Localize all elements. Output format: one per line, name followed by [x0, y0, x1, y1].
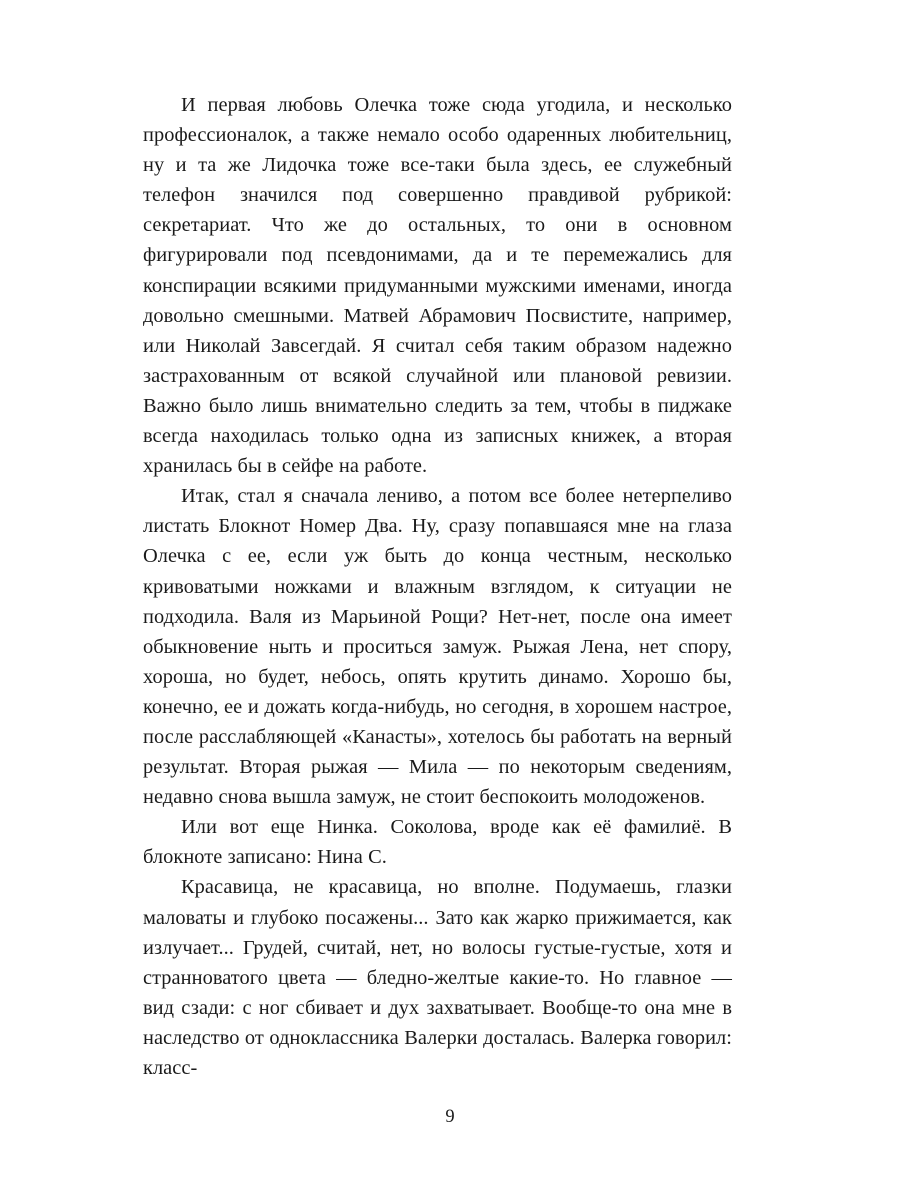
page-text-block — [143, 90, 732, 1083]
paragraph: И первая любовь Олечка тоже сюда угодила, и несколько профессионалок, а также немало особо одаренных любительниц, ну и та же Лидочка тоже все-таки была здесь, ее служебный телефон значился под совершенно правдивой рубрикой: секретариат. Что же до остальных, то они в основном фигурировали под псевдонимами, да и те перемежались для конспирации всякими придуманными мужскими именами, иногда довольно смешными. Матвей Абрамович Посвистите, например, или Николай Завсегдай. Я считал себя таким образом надежно застрахованным от всякой случайной или плановой ревизии. Важно было лишь внимательно следить за тем, чтобы в пиджаке всегда находилась только одна из записных книжек, а вторая хранилась бы в сейфе на работе. — [143, 94, 732, 478]
paragraph: Или вот еще Нинка. Соколова, вроде как её фамилиё. В блокноте записано: Нина С. — [143, 816, 732, 869]
paragraph: Красавица, не красавица, но вполне. Подумаешь, глазки маловаты и глубоко посажены... Зато как жарко прижимается, как излучает... Грудей, считай, нет, но волосы густые-густые, хотя и странноватого цвета — бледно-желтые какие-то. Но главное — вид сзади: с ног сбивает и дух захватывает. Вообще-то она мне в наследство от одноклассника Валерки досталась. Валерка говорил: класс- — [143, 876, 732, 1079]
paragraph: Итак, стал я сначала лениво, а потом все более нетерпеливо листать Блокнот Номер Два. Ну, сразу попавшаяся мне на глаза Олечка с ее, если уж быть до конца честным, несколько кривоватыми ножками и влажным взглядом, к ситуации не подходила. Валя из Марьиной Рощи? Нет-нет, после она имеет обыкновение ныть и проситься замуж. Рыжая Лена, нет спору, хороша, но будет, небось, опять крутить динамо. Хорошо бы, конечно, ее и дожать когда-нибудь, но сегодня, в хорошем настрое, после расслабляющей «Канасты», хотелось бы работать на верный результат. Вторая рыжая — Мила — по некоторым сведениям, недавно снова вышла замуж, не стоит беспокоить молодоженов. — [143, 485, 732, 809]
page-number: 9 — [445, 1107, 455, 1127]
